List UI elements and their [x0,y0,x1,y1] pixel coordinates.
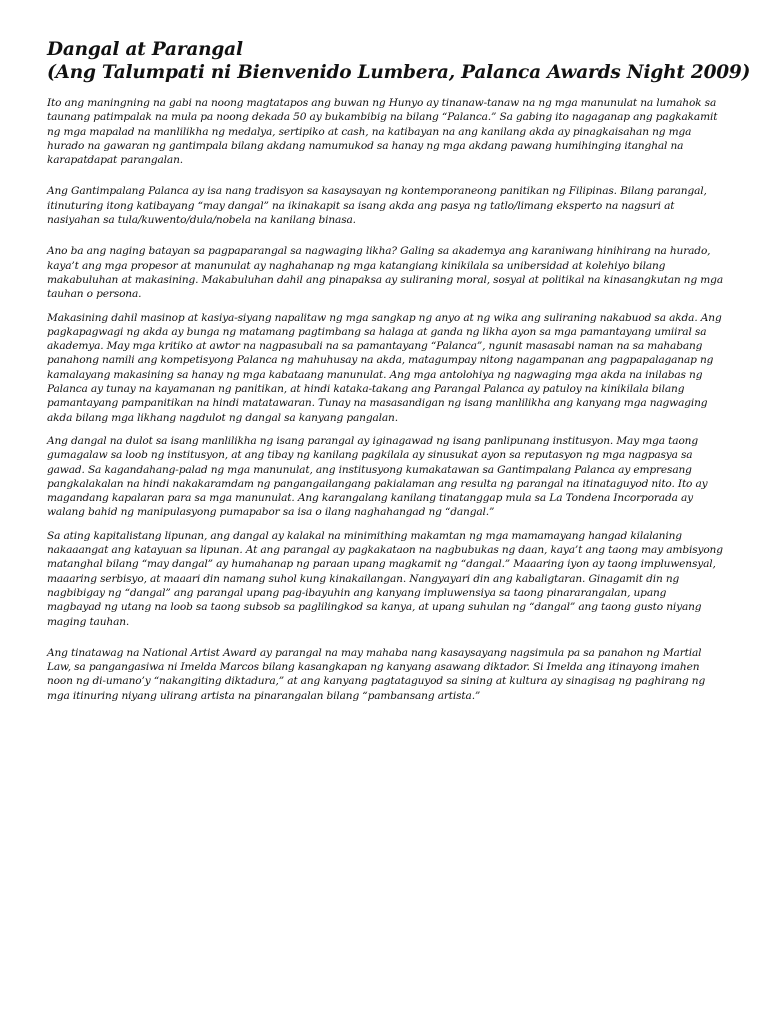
document-title [47,38,751,84]
paragraph-3: Ano ba ang naging batayan sa pagpaparangal sa nagwaging likha? Galing sa akademya ang karaniwang hinihirang na hurado, kaya’t ang mga propesor at manunulat ay naghahanap ng mga katangiang kinikilala sa unibersidad at kolehiyo bilang makabuluhan at makasining. Makabuluhan dahil ang pinapaksa ay suliraning moral, sosyal at politikal na kinasangkutan ng mga tauhan o persona. [47,245,723,301]
paragraph-5: Ang dangal na dulot sa isang manlilikha ng isang parangal ay iginagawad ng isang panlipunang institusyon. May mga taong gumagalaw sa loob ng institusyon, at ang tibay ng kanilang pagkilala ay sinusukat ayon sa reputasyon ng mga nagpasya sa gawad. Sa kagandahang-palad ng mga manunulat, ang institusyong kumakatawan sa Gantimpalang Palanca ay empresang pangkalakalan na hindi nakakaramdam ng pangangailangang pakialaman ang resulta ng parangal na itinataguyod nito. Ito ay magandang kapalaran para sa mga manunulat. Ang karangalang kanilang tinatanggap mula sa La Tondena Incorporada ay walang bahid ng manipulasyong pumapabor sa isa o ilang naghahangad ng “dangal.” [47,434,708,519]
paragraph-2: Ang Gantimpalang Palanca ay isa nang tradisyon sa kasaysayan ng kontemporaneong panitikan ng Filipinas. Bilang parangal, itinuturing itong katibayang “may dangal” na ikinakapit sa isang akda ang pasya ng tatlo/limang eksperto na nagsuri at nasiyahan sa tula/kuwento/dula/nobela na kanilang binasa. [47,185,707,227]
title-line-1: Dangal at Parangal [47,39,243,60]
paragraph-6: Sa ating kapitalistang lipunan, ang dangal ay kalakal na minimithing makamtan ng mga mamamayang hangad kilalaning nakaaangat ang katayuan sa lipunan. At ang parangal ay pagkakataon na nagbubukas ng daan, kaya’t ang taong may ambisyong matanghal bilang “may dangal” ay humahanap ng paraan upang magkamit ng “dangal.” Maaaring iyon ay taong impluwensyal, maaaring serbisyo, at maaari din namang suhol kung kinakailangan. Nangyayari din ang kabaligtaran. Ginagamit din ng nagbibigay ng “dangal” ang parangal upang pag-ibayuhin ang kanyang impluwensiya sa taong pinararangalan, upang magbayad ng utang na loob sa taong subsob sa paglilingkod sa kanya, at upang suhulan ng “dangal” ang taong gusto niyang maging tauhan. [47,529,723,628]
paragraph-1: Ito ang maningning na gabi na noong magtatapos ang buwan ng Hunyo ay tinanaw-tanaw na ng mga manunulat na lumahok sa taunang patimpalak na mula pa noong dekada 50 ay bukambibig na bilang “Palanca.” Sa gabing ito nagaganap ang pagkakamit ng mga mapalad na manlilikha ng medalya, sertipiko at cash, na katibayan na ang kanilang akda ay pinagkaisahan ng mga hurado na gawaran ng gantimpala bilang akdang namumukod sa hanay ng mga akdang pawang humihinging itanghal na karapatdapat parangalan. [47,97,718,167]
paragraph-4: Makasining dahil masinop at kasiya-siyang napalitaw ng mga sangkap ng anyo at ng wika ang suliraning nakabuod sa akda. Ang pagkapagwagi ng akda ay bunga ng matamang pagtimbang sa halaga at ganda ng likha ayon sa mga pamantayang umiiral sa akademya. May mga kritiko at awtor na nagpasubali na sa pamantayang “Palanca”, ngunit masasabi naman na sa mahabang panahong namili ang kompetisyong Palanca ng mahuhusay na akda, matagumpay nitong nagampanan ang pagpapalaganap ng kamalayang makasining sa hanay ng mga kabataang manunulat. Ang mga antolohiya ng nagwaging mga akda na inilabas ng Palanca ay tunay na kayamanan ng panitikan, at hindi kataka-takang ang Parangal Palanca ay patuloy na kinikilala bilang pamantayang pampanitikan na hindi matatawaran. Tunay na masasandigan ng isang manlilikha ang kanyang mga nagwaging akda bilang mga likhang nagdulot ng dangal sa kanyang pangalan. [47,311,722,424]
title-line-2: (Ang Talumpati ni Bienvenido Lumbera, Palanca Awards Night 2009) [47,62,751,83]
paragraph-7: Ang tinatawag na National Artist Award ay parangal na may mahaba nang kasaysayang nagsimula pa sa panahon ng Martial Law, sa pangangasiwa ni Imelda Marcos bilang kasangkapan ng kanyang asawang diktador. Si Imelda ang itinayong imahen noon ng di-umano’y “nakangiting diktadura,” at ang kanyang pagtataguyod sa sining at kultura ay sinagisag ng paghirang ng mga itinuring niyang ulirang artista na pinarangalan bilang “pambansang artista.” [47,646,706,702]
document-page [47,38,751,712]
